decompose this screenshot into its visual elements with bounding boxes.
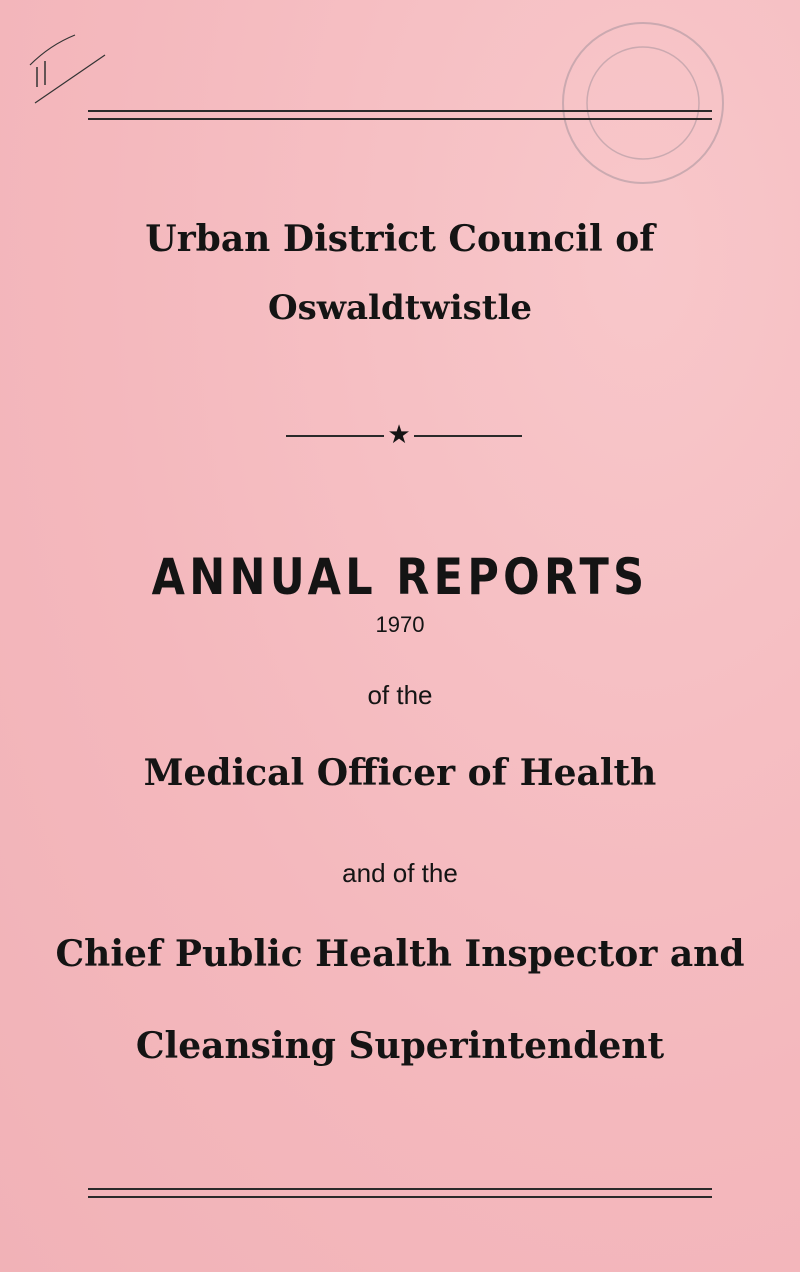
bottom-double-rule bbox=[88, 1188, 712, 1198]
report-year: 1970 bbox=[375, 612, 425, 637]
medical-officer-heading: Medical Officer of Health bbox=[143, 752, 657, 794]
report-title: ANNUAL REPORTS bbox=[151, 548, 649, 606]
connector-and-of-the: and of the bbox=[342, 858, 458, 888]
council-name: Urban District Council of bbox=[145, 218, 655, 260]
inspector-heading: Chief Public Health Inspector and bbox=[55, 933, 745, 975]
star-icon: ★ bbox=[387, 420, 411, 450]
superintendent-heading: Cleansing Superintendent bbox=[135, 1025, 665, 1067]
library-stamp bbox=[555, 15, 730, 190]
connector-of-the: of the bbox=[367, 680, 433, 710]
council-town: Oswaldtwistle bbox=[267, 288, 533, 328]
divider-line-left bbox=[286, 435, 384, 437]
star-divider bbox=[286, 420, 522, 454]
top-double-rule bbox=[88, 110, 712, 120]
handwritten-mark bbox=[25, 25, 115, 105]
divider-line-right bbox=[414, 435, 522, 437]
